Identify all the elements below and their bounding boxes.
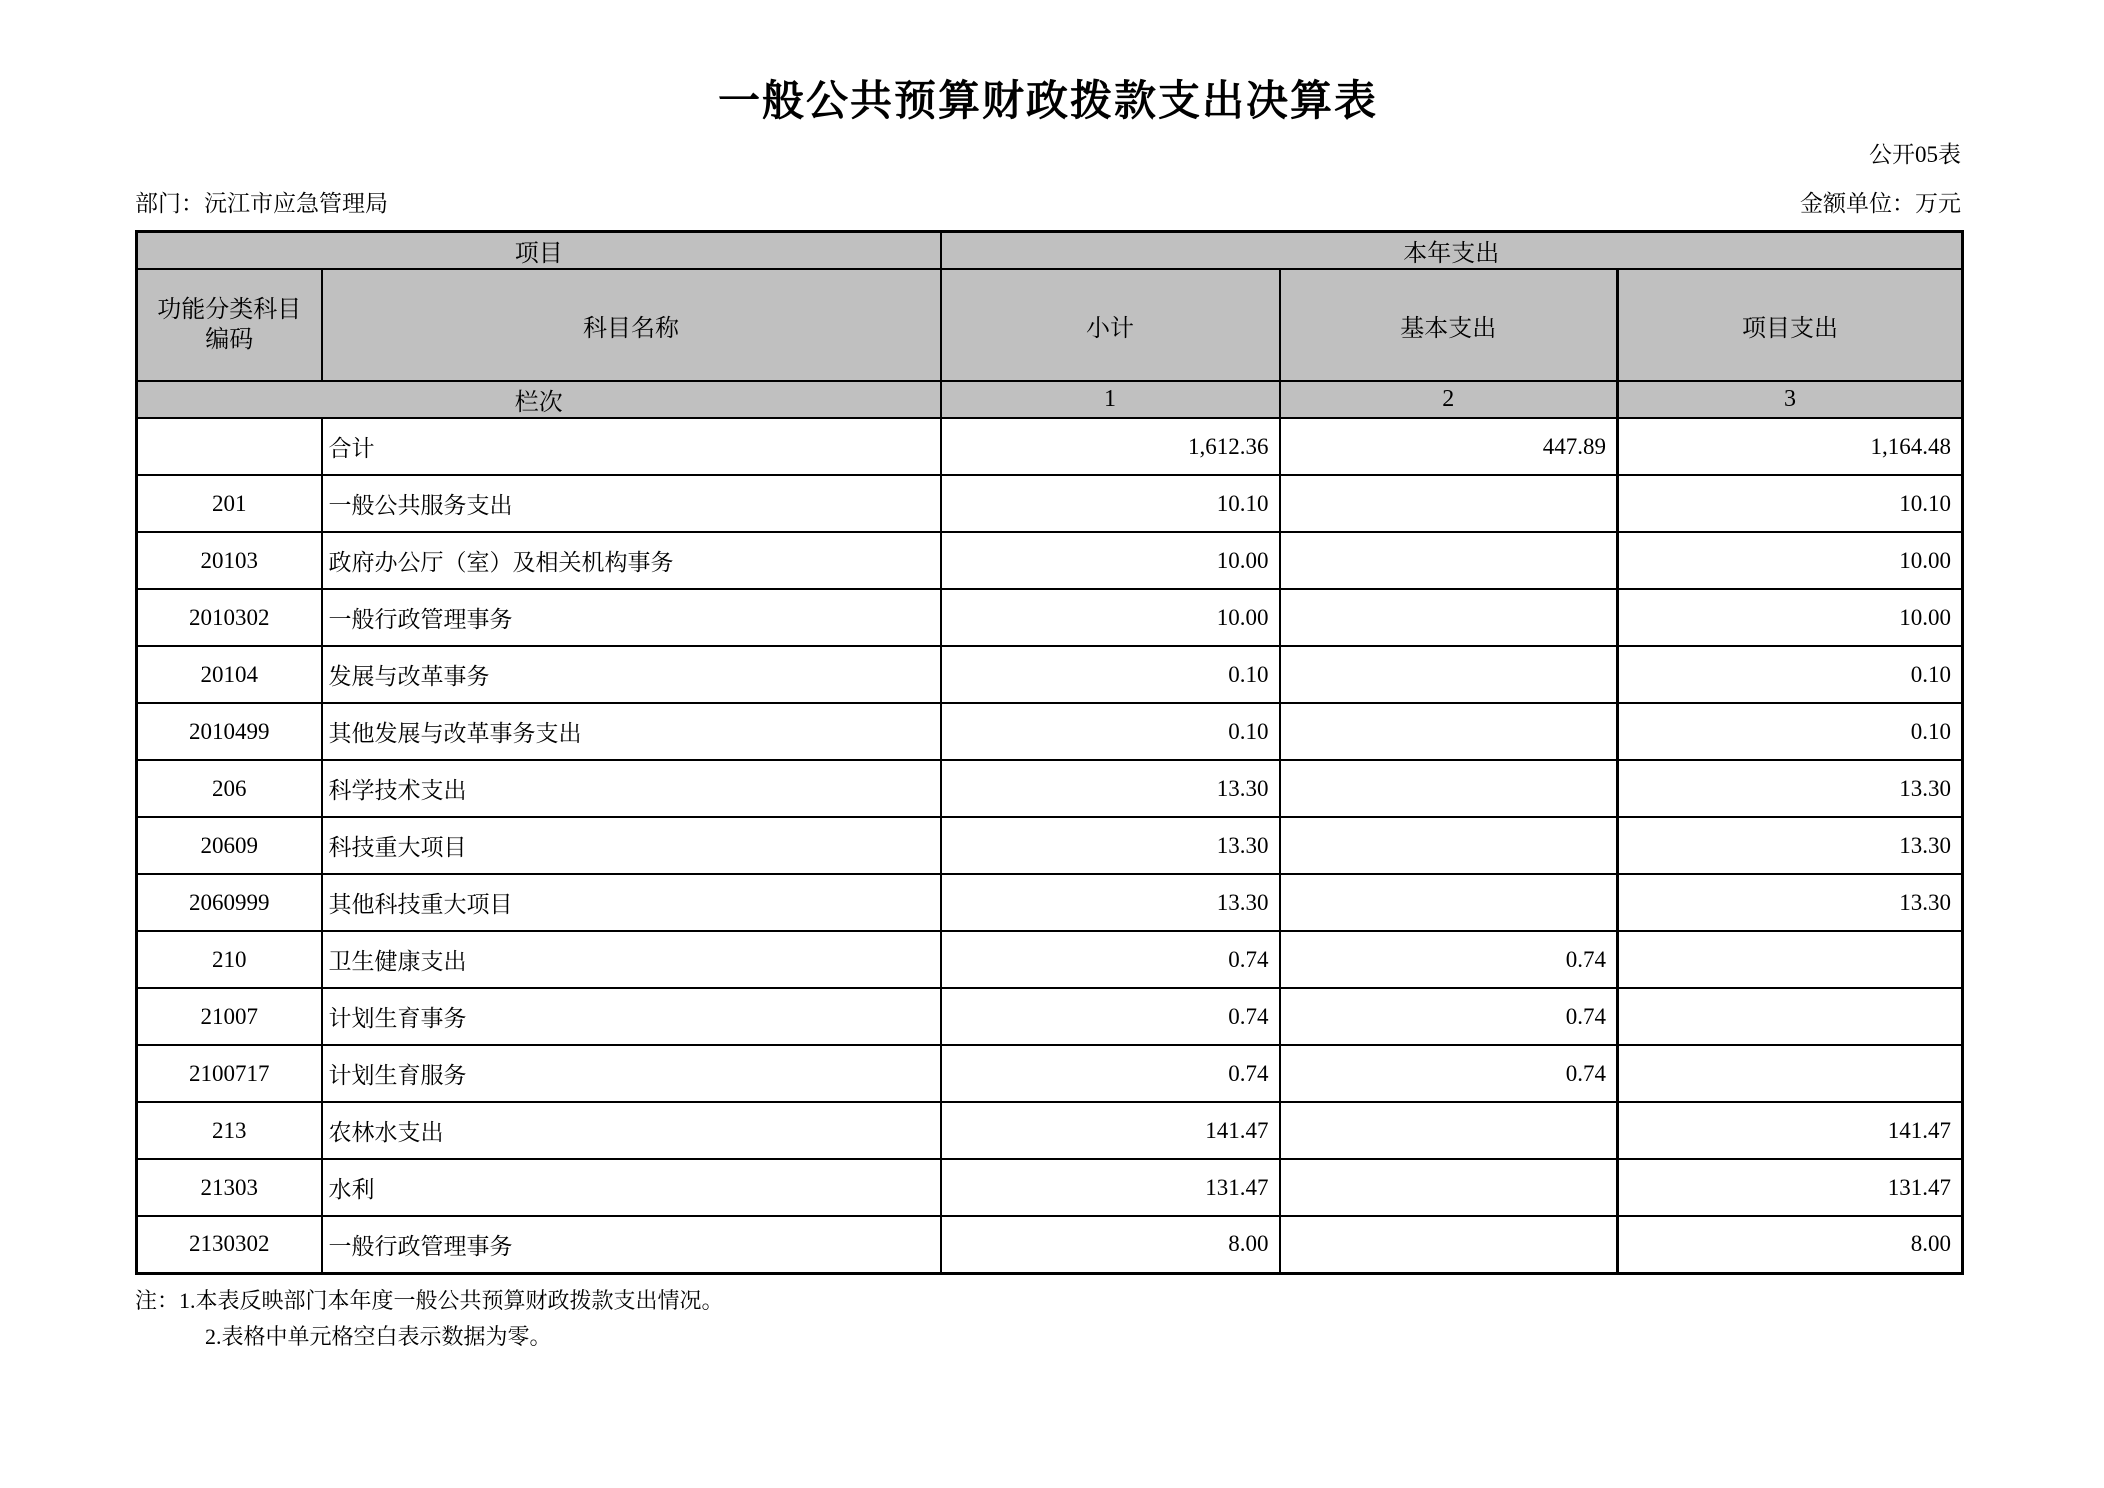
table-body — [137, 418, 1963, 1273]
cell-basic: 447.89 — [1280, 418, 1618, 475]
cell-basic: 0.74 — [1280, 931, 1618, 988]
cell-name: 科学技术支出 — [322, 760, 941, 817]
cell-name: 政府办公厅（室）及相关机构事务 — [322, 532, 941, 589]
cell-basic — [1280, 475, 1618, 532]
header-group-row — [137, 232, 1963, 270]
cell-subtotal: 10.00 — [941, 532, 1280, 589]
cell-project — [1618, 988, 1963, 1045]
notes — [135, 1283, 1961, 1355]
cell-code: 210 — [137, 931, 322, 988]
table-row — [137, 532, 1963, 589]
lanci-label: 栏次 — [137, 381, 941, 418]
table-row — [137, 988, 1963, 1045]
cell-code: 21007 — [137, 988, 322, 1045]
cell-code: 20103 — [137, 532, 322, 589]
cell-project: 1,164.48 — [1618, 418, 1963, 475]
cell-basic — [1280, 760, 1618, 817]
header-lanci-row — [137, 381, 1963, 418]
cell-code: 2010499 — [137, 703, 322, 760]
header-col-subtotal: 小计 — [941, 269, 1280, 381]
cell-subtotal: 0.74 — [941, 1045, 1280, 1102]
cell-project: 13.30 — [1618, 874, 1963, 931]
cell-name: 水利 — [322, 1159, 941, 1216]
note-line-1: 注：1.本表反映部门本年度一般公共预算财政拨款支出情况。 — [135, 1287, 724, 1313]
table-row — [137, 760, 1963, 817]
cell-project: 8.00 — [1618, 1216, 1963, 1273]
cell-name: 卫生健康支出 — [322, 931, 941, 988]
cell-code — [137, 418, 322, 475]
header-col-code: 功能分类科目编码 — [137, 269, 322, 381]
cell-subtotal: 0.74 — [941, 931, 1280, 988]
header-col-project: 项目支出 — [1618, 269, 1963, 381]
cell-subtotal: 13.30 — [941, 874, 1280, 931]
table-row — [137, 1102, 1963, 1159]
cell-basic — [1280, 874, 1618, 931]
cell-basic — [1280, 1159, 1618, 1216]
cell-basic — [1280, 646, 1618, 703]
cell-name: 其他发展与改革事务支出 — [322, 703, 941, 760]
note-line-2: 2.表格中单元格空白表示数据为零。 — [205, 1323, 552, 1349]
cell-subtotal: 8.00 — [941, 1216, 1280, 1273]
table-header — [137, 232, 1963, 419]
cell-name: 农林水支出 — [322, 1102, 941, 1159]
table-row — [137, 931, 1963, 988]
table-row — [137, 1045, 1963, 1102]
cell-project: 13.30 — [1618, 760, 1963, 817]
cell-code: 20104 — [137, 646, 322, 703]
cell-project: 10.10 — [1618, 475, 1963, 532]
table-row — [137, 703, 1963, 760]
cell-basic — [1280, 817, 1618, 874]
cell-project — [1618, 931, 1963, 988]
department-label: 部门：沅江市应急管理局 — [135, 191, 388, 216]
table-row — [137, 475, 1963, 532]
cell-code: 2100717 — [137, 1045, 322, 1102]
cell-basic — [1280, 589, 1618, 646]
cell-name: 一般行政管理事务 — [322, 1216, 941, 1273]
cell-code: 206 — [137, 760, 322, 817]
table-row — [137, 874, 1963, 931]
header-col-name: 科目名称 — [322, 269, 941, 381]
table-row — [137, 1159, 1963, 1216]
cell-project: 131.47 — [1618, 1159, 1963, 1216]
cell-project: 0.10 — [1618, 703, 1963, 760]
lanci-col-3: 3 — [1618, 381, 1963, 418]
header-col-basic: 基本支出 — [1280, 269, 1618, 381]
cell-name: 计划生育事务 — [322, 988, 941, 1045]
cell-subtotal: 10.00 — [941, 589, 1280, 646]
cell-code: 2060999 — [137, 874, 322, 931]
cell-project: 141.47 — [1618, 1102, 1963, 1159]
cell-name: 其他科技重大项目 — [322, 874, 941, 931]
unit-label: 金额单位：万元 — [1800, 191, 1961, 216]
cell-subtotal: 0.10 — [941, 646, 1280, 703]
header-group-project: 项目 — [137, 232, 941, 270]
table-row — [137, 646, 1963, 703]
cell-name: 科技重大项目 — [322, 817, 941, 874]
cell-subtotal: 1,612.36 — [941, 418, 1280, 475]
cell-code: 20609 — [137, 817, 322, 874]
table-row — [137, 817, 1963, 874]
cell-code: 213 — [137, 1102, 322, 1159]
cell-subtotal: 141.47 — [941, 1102, 1280, 1159]
table-row — [137, 418, 1963, 475]
cell-code: 201 — [137, 475, 322, 532]
lanci-col-2: 2 — [1280, 381, 1618, 418]
sheet — [135, 0, 1961, 1355]
cell-project: 0.10 — [1618, 646, 1963, 703]
cell-project — [1618, 1045, 1963, 1102]
header-columns-row — [137, 269, 1963, 381]
page-title: 一般公共预算财政拨款支出决算表 — [717, 79, 1378, 125]
cell-basic: 0.74 — [1280, 988, 1618, 1045]
cell-name: 合计 — [322, 418, 941, 475]
cell-basic — [1280, 703, 1618, 760]
table-row — [137, 1216, 1963, 1273]
budget-table — [135, 230, 1964, 1275]
cell-subtotal: 13.30 — [941, 817, 1280, 874]
cell-name: 一般公共服务支出 — [322, 475, 941, 532]
cell-code: 2010302 — [137, 589, 322, 646]
cell-subtotal: 0.10 — [941, 703, 1280, 760]
cell-subtotal: 13.30 — [941, 760, 1280, 817]
cell-basic — [1280, 1102, 1618, 1159]
cell-project: 10.00 — [1618, 589, 1963, 646]
cell-code: 2130302 — [137, 1216, 322, 1273]
cell-subtotal: 0.74 — [941, 988, 1280, 1045]
cell-project: 10.00 — [1618, 532, 1963, 589]
cell-code: 21303 — [137, 1159, 322, 1216]
cell-basic — [1280, 1216, 1618, 1273]
cell-basic — [1280, 532, 1618, 589]
cell-name: 发展与改革事务 — [322, 646, 941, 703]
lanci-col-1: 1 — [941, 381, 1280, 418]
table-code: 公开05表 — [1869, 142, 1961, 167]
cell-subtotal: 131.47 — [941, 1159, 1280, 1216]
cell-subtotal: 10.10 — [941, 475, 1280, 532]
meta-line — [135, 190, 1961, 218]
table-row — [137, 589, 1963, 646]
cell-name: 一般行政管理事务 — [322, 589, 941, 646]
cell-basic: 0.74 — [1280, 1045, 1618, 1102]
cell-name: 计划生育服务 — [322, 1045, 941, 1102]
header-group-year-expense: 本年支出 — [941, 232, 1963, 270]
cell-project: 13.30 — [1618, 817, 1963, 874]
